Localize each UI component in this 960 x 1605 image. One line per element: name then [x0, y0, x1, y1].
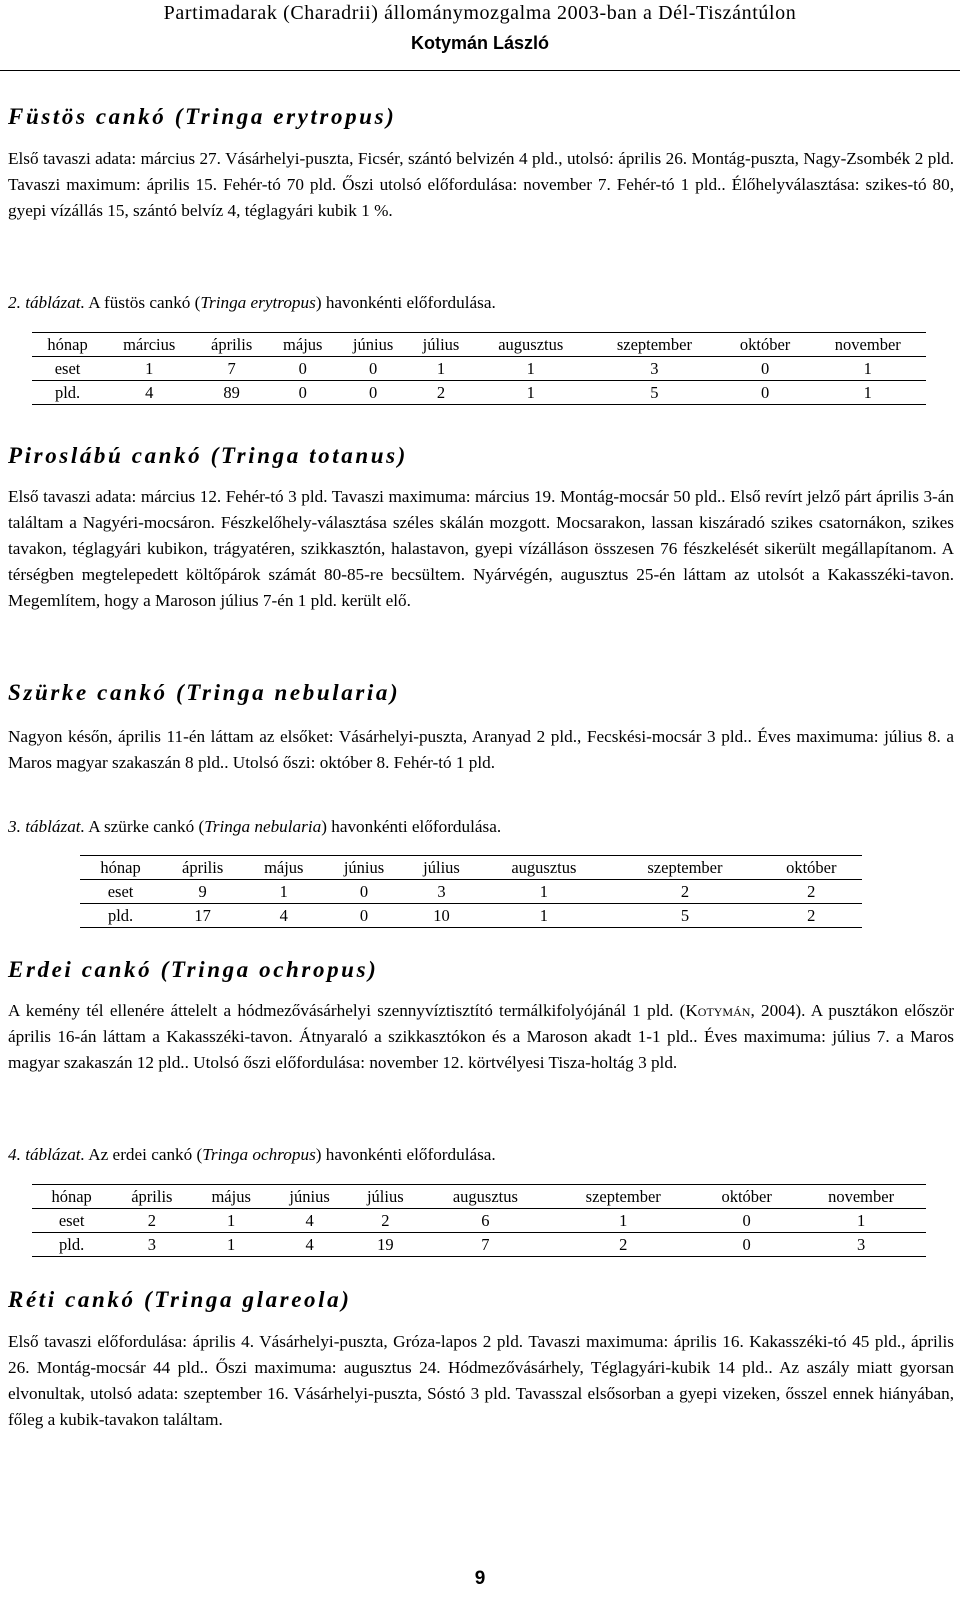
paragraph: Első tavaszi adata: március 12. Fehér-tó 3 pld. Tavaszi maximuma: március 19. Montág-mocsár 50 pld.. Első revírt jelző párt április 3-án találtam a Nagyéri-mocsáron. Fészkelőhely-választása széles skálán mozgott. Mocsarakon, lassan kiszáradó szikes csatornákon, szikes tavakon, téglagyári kubikon, trágyatéren, szikkasztón, halastavon, gyepi vízálláson összesen 76 fészkelését sikerült megállapítanom. A térségben megtelepedett költőpárok számát 80-85-re becsültem. Nyárvégén, augusztus 25-én láttam az utolsót a Kakasszéki-tavon. Megemlítem, hogy a Maroson július 7-én 1 pld. került elő.	[8, 487, 954, 610]
section-title: Erdei cankó (Tringa ochropus)	[8, 957, 379, 982]
section-paragraph	[8, 146, 954, 224]
running-author: Kotymán László	[410, 33, 550, 53]
caption-label: 2. táblázat.	[8, 293, 85, 312]
table-row: pld. 4 89 0 0 2 1 5 0 1	[54, 383, 872, 402]
table-row: pld. 17 4 0 10 1 5 2	[107, 906, 816, 925]
table-header-row: hónap március április május június július augusztus szeptember október november	[32, 333, 926, 357]
table-header-row: hónap április május június július augusztus szeptember október	[80, 856, 862, 880]
section-piroslabu-canko	[8, 443, 954, 469]
table-row: eset 2 1 4 2 6 1 0 1	[32, 1209, 926, 1233]
section-title: Szürke cankó (Tringa nebularia)	[8, 680, 401, 705]
data-table	[32, 332, 926, 405]
table-row: eset 9 1 0 3 1 2 2	[80, 880, 862, 904]
citation-author: Kotymán	[685, 1001, 751, 1020]
table-row: pld. 3 1 4 19 7 2 0 3	[59, 1235, 866, 1254]
caption-species: Tringa nebularia	[204, 817, 322, 836]
page-number: 9	[474, 1568, 486, 1589]
data-table	[80, 855, 862, 928]
section-title: Piroslábú cankó (Tringa totanus)	[8, 443, 408, 468]
section-title: Réti cankó (Tringa glareola)	[8, 1287, 352, 1312]
section-paragraph	[8, 724, 954, 776]
caption-species: Tringa ochropus	[202, 1145, 316, 1164]
paragraph: Első tavaszi előfordulása: április 4. Vásárhelyi-puszta, Gróza-lapos 2 pld. Tavaszi maximuma: április 16. Kakasszéki-tó 45 pld., április 26. Montág-mocsár 44 pld.. Őszi maximuma: augusztus 24. Hódmezővásárhely, Téglagyári-kubik 14 pld.. Az aszály miatt gyorsan elvonultak, utolsó adata: szeptember 16. Vásárhelyi-puszta, Sóstó 3 pld. Tavasszal elsősorban a gyepi vizeken, ősszel ennek hiányában, főleg a kubik-tavakon találtam.	[8, 1332, 954, 1429]
running-title: Partimadarak (Charadrii) állománymozgalma 2003-ban a Dél-Tiszántúlon	[163, 2, 797, 24]
table-caption: 4. táblázat. Az erdei cankó (Tringa ochropus) havonkénti előfordulása.	[8, 1145, 496, 1164]
section-reti-canko	[8, 1287, 954, 1313]
section-fustos-canko	[8, 104, 954, 130]
table-caption: 2. táblázat. A füstös cankó (Tringa erytropus) havonkénti előfordulása.	[8, 293, 496, 312]
caption-species: Tringa erytropus	[200, 293, 316, 312]
table-row: eset 1 7 0 0 1 1 3 0 1	[32, 357, 926, 381]
section-paragraph	[8, 484, 954, 614]
paragraph: A kemény tél ellenére áttelelt a hódmezővásárhelyi szennyvíztisztító termálkifolyójánál 1 pld. (Kotymán, 2004). A pusztákon először április 16-án láttam a Kakasszéki-tavon. Átnyaraló a szikkasztókon és a Maroson akadt 1-1 pld.. Éves maximuma: július 7. a Maros magyar szakaszán 12 pld.. Utolsó őszi előfordulása: november 12. körtvélyesi Tisza-holtág 3 pld.	[8, 1001, 955, 1072]
caption-label: 4. táblázat.	[8, 1145, 85, 1164]
data-table	[32, 1184, 926, 1257]
section-paragraph	[8, 1329, 954, 1433]
paragraph: Első tavaszi adata: március 27. Vásárhelyi-puszta, Ficsér, szántó belvizén 4 pld., utolsó: április 26. Montág-puszta, Nagy-Zsombék 2 pld. Tavaszi maximum: április 15. Fehér-tó 70 pld. Őszi utolsó előfordulása: november 7. Fehér-tó 1 pld.. Élőhelyválasztása: szikes-tó 80, gyepi vízállás 15, szántó belvíz 4, téglagyári kubik 1 %.	[8, 149, 954, 220]
section-paragraph	[8, 998, 954, 1076]
section-title: Füstös cankó (Tringa erytropus)	[8, 104, 397, 129]
caption-label: 3. táblázat.	[8, 817, 85, 836]
table-header-row: hónap április május június július augusztus szeptember október november	[32, 1185, 926, 1209]
paragraph: Nagyon későn, április 11-én láttam az elsőket: Vásárhelyi-puszta, Aranyad 2 pld., Fecskési-mocsár 3 pld.. Éves maximuma: július 8. a Maros magyar szakaszán 8 pld.. Utolsó őszi: október 8. Fehér-tó 1 pld.	[8, 727, 954, 772]
table-caption: 3. táblázat. A szürke cankó (Tringa nebularia) havonkénti előfordulása.	[8, 817, 502, 836]
section-szurke-canko	[8, 680, 954, 706]
running-header	[0, 0, 960, 71]
section-erdei-canko	[8, 957, 954, 983]
